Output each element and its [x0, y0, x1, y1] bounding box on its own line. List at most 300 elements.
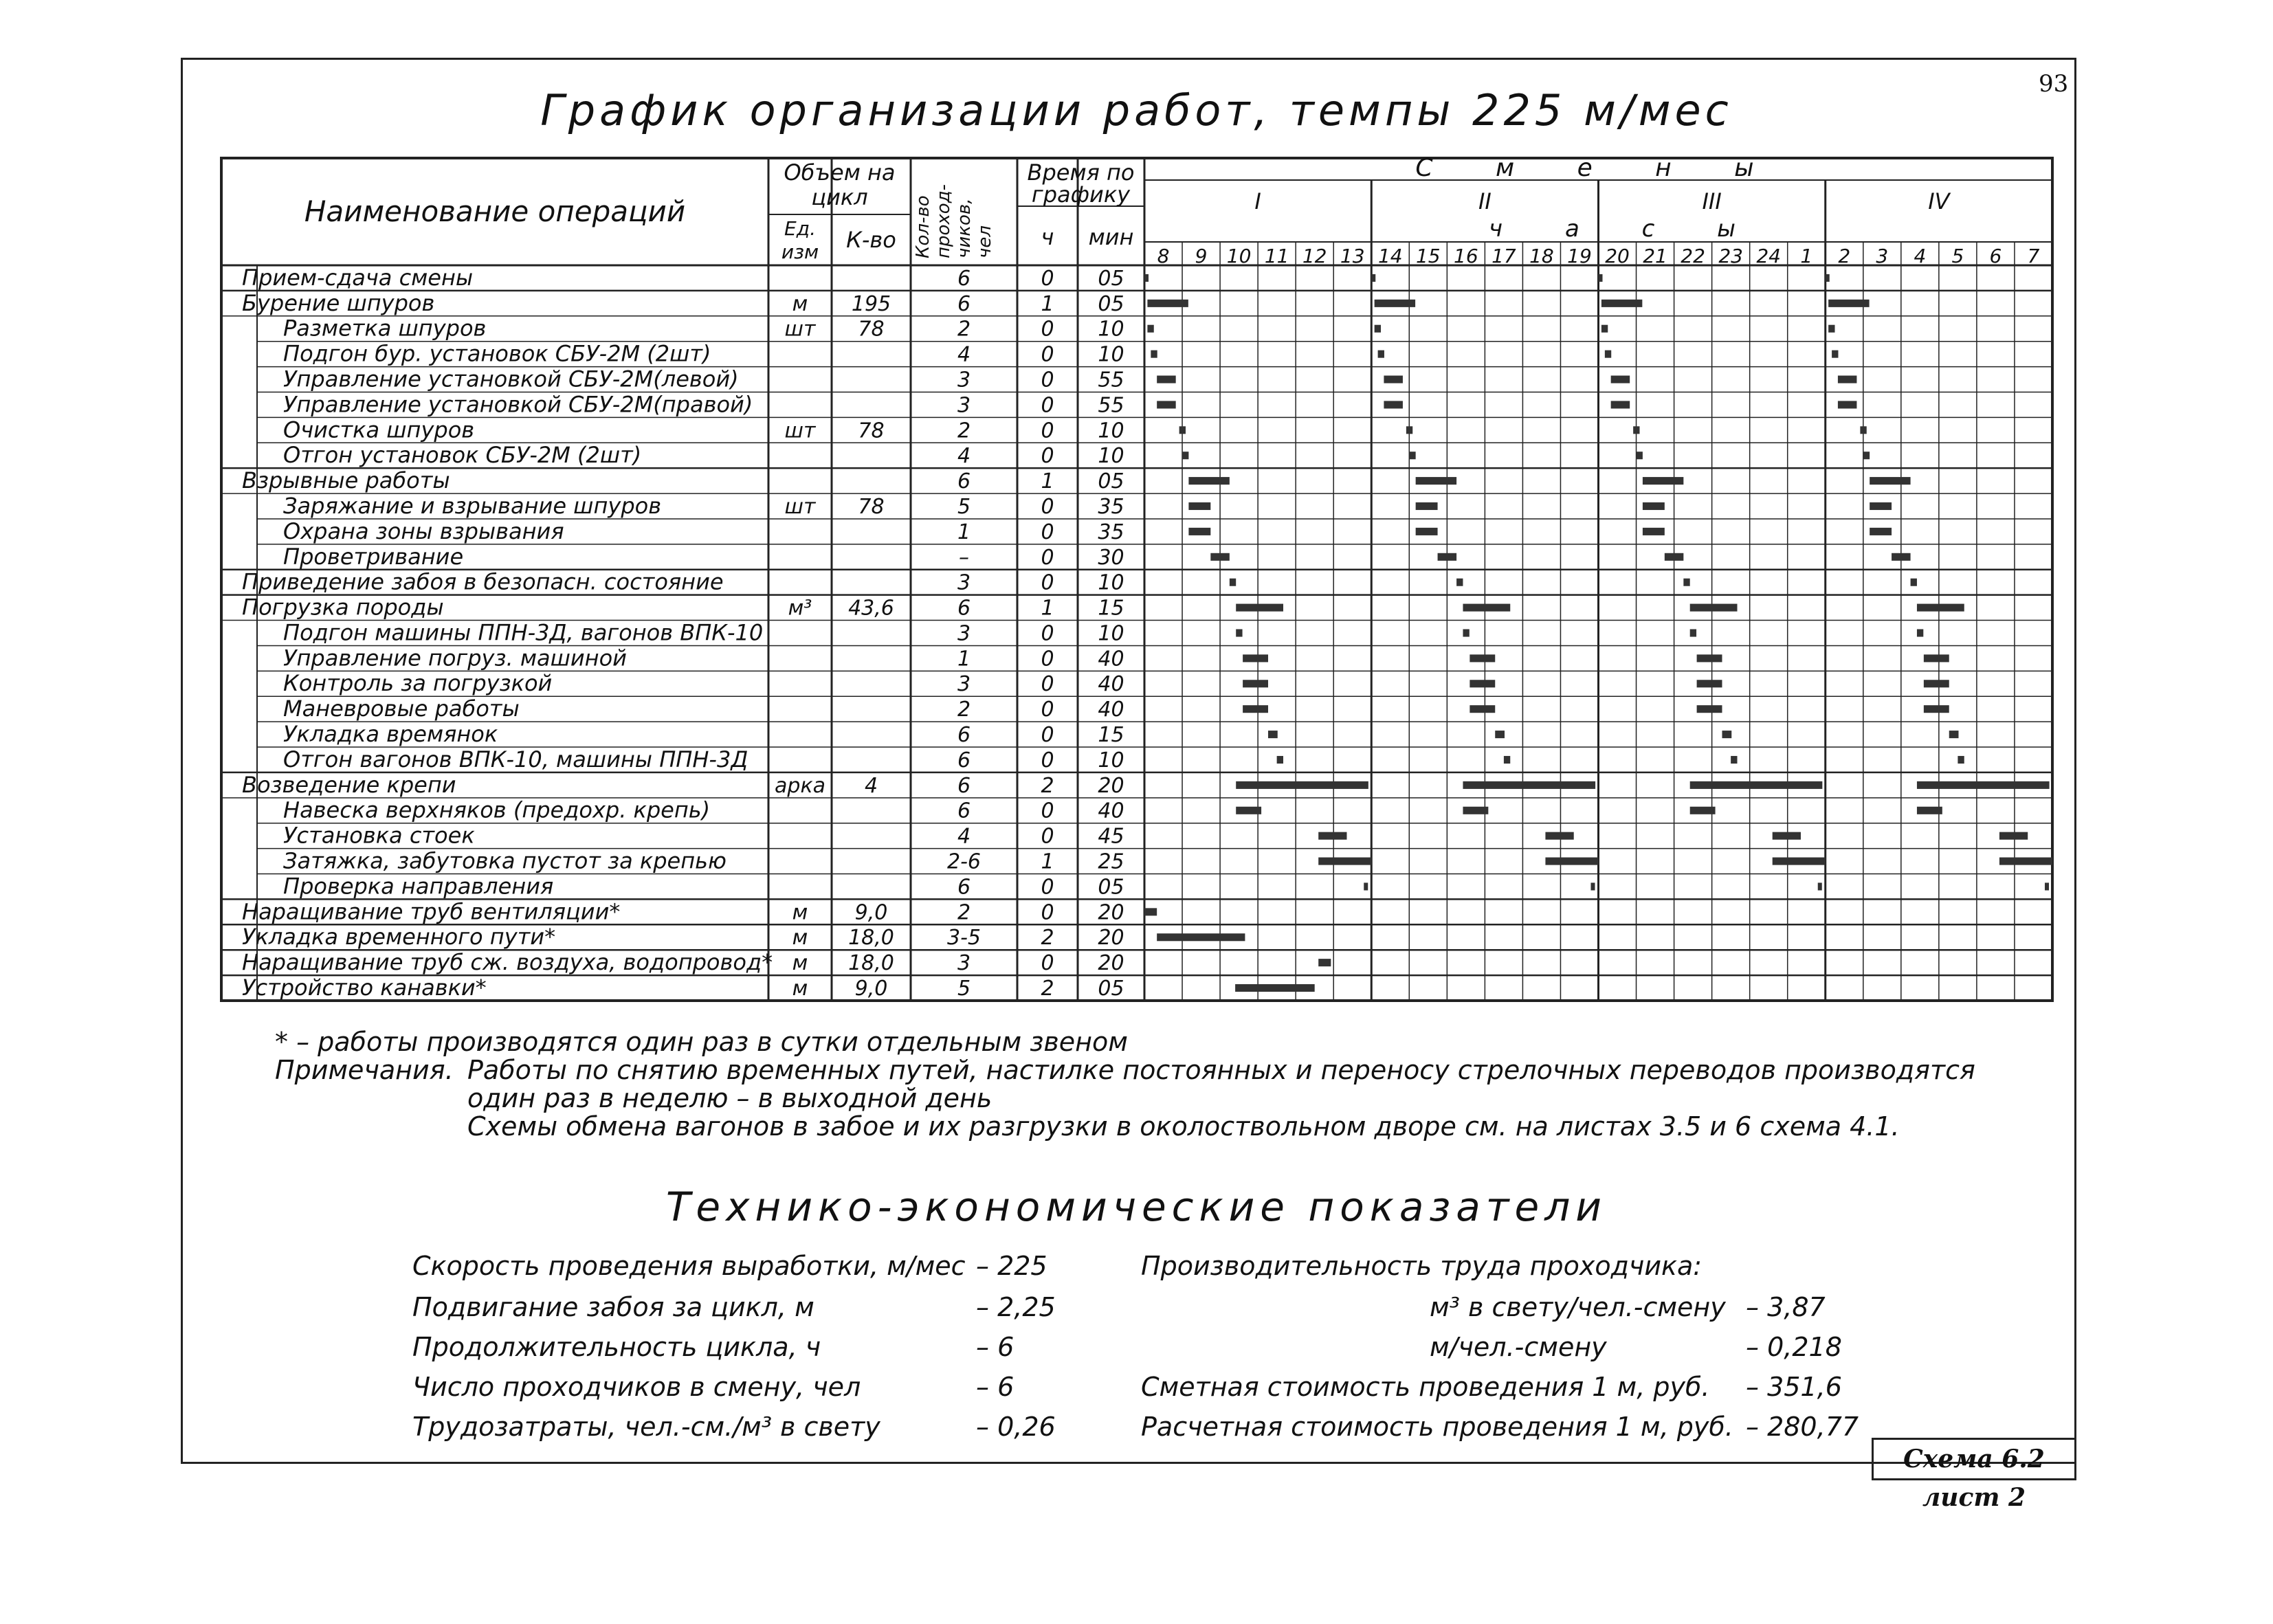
hours-value: 0: [1041, 824, 1054, 849]
hours-value: 0: [1041, 647, 1054, 671]
hour-col-label: 5: [1951, 245, 1964, 267]
unit-value: шт: [784, 419, 816, 443]
gantt-bar: [1384, 401, 1403, 408]
gantt-bar: [1364, 882, 1368, 890]
header-volume: Объем на: [784, 159, 896, 186]
gantt-bar: [1697, 680, 1722, 687]
gantt-bar: [1917, 604, 1964, 612]
operation-name: Бурение шпуров: [242, 289, 435, 316]
gantt-bar: [1949, 731, 1959, 738]
operation-name: Приведение забоя в безопасн. состояние: [242, 568, 724, 595]
hour-col-label: 8: [1157, 245, 1170, 267]
workers-value: 4: [957, 342, 971, 367]
gantt-bar: [1637, 452, 1643, 459]
sub-operation-name: Укладка времянок: [283, 721, 498, 748]
minutes-value: 20: [1098, 773, 1124, 798]
workers-value: 2: [957, 698, 971, 722]
hours-value: 0: [1041, 368, 1054, 392]
operation-name: Прием-сдача смены: [242, 264, 474, 291]
gantt-bar: [1611, 401, 1630, 408]
minutes-value: 40: [1098, 672, 1124, 697]
minutes-value: 10: [1098, 444, 1124, 469]
chart-title: График организации работ, темпы 225 м/мес: [540, 85, 1733, 135]
header-volume: цикл: [811, 184, 868, 210]
unit-value: м: [792, 951, 808, 976]
gantt-bar: [1210, 553, 1230, 561]
unit-value: м³: [788, 596, 812, 621]
hour-col-label: 24: [1756, 245, 1782, 267]
shift-label: II: [1478, 188, 1492, 214]
minutes-value: 35: [1098, 494, 1124, 519]
hours-value: 0: [1041, 951, 1054, 976]
hours-value: 0: [1041, 672, 1054, 697]
sub-operation-name: Отгон вагонов ВПК-10, машины ППН-3Д: [283, 746, 749, 772]
workers-value: 4: [957, 824, 971, 849]
hours-value: 0: [1041, 621, 1054, 646]
gantt-bar: [1495, 731, 1505, 738]
unit-value: м: [792, 291, 808, 316]
hour-col-label: 10: [1226, 245, 1252, 267]
gantt-bar: [1236, 629, 1242, 636]
hour-col-label: 21: [1643, 245, 1667, 267]
operation-name: Погрузка породы: [242, 594, 444, 621]
gantt-bar: [1463, 604, 1510, 612]
workers-value: 6: [957, 266, 971, 291]
header-hours: ч: [1041, 224, 1054, 250]
qty-value: 195: [851, 291, 891, 316]
hours-value: 1: [1041, 291, 1054, 316]
notes-line-2: один раз в неделю – в выходной день: [467, 1083, 993, 1113]
gantt-bar: [1818, 882, 1822, 890]
gantt-bar: [1157, 376, 1176, 383]
gantt-bar: [1371, 274, 1375, 282]
gantt-bar: [1230, 579, 1236, 586]
tep-title: Технико-экономические показатели: [666, 1183, 1607, 1230]
gantt-bar: [1243, 680, 1268, 687]
tep-right-value: – 280,77: [1746, 1412, 1859, 1442]
hour-col-label: 18: [1529, 245, 1554, 267]
workers-value: 6: [957, 596, 971, 621]
tep-right-label: Сметная стоимость проведения 1 м, руб.: [1141, 1372, 1710, 1402]
tep-right-label: м³ в свету/чел.-смену: [1430, 1292, 1726, 1322]
gantt-bar: [1375, 300, 1415, 307]
operation-name: Укладка временного пути*: [242, 924, 556, 950]
minutes-value: 40: [1098, 698, 1124, 722]
sub-operation-name: Управление установкой СБУ-2М(левой): [283, 366, 739, 392]
hours-value: 0: [1041, 494, 1054, 519]
gantt-bar: [1690, 629, 1696, 636]
gantt-bar: [1870, 477, 1910, 485]
hours-value: 0: [1041, 900, 1054, 925]
gantt-bar: [1277, 756, 1283, 764]
gantt-bar: [1690, 781, 1823, 789]
gantt-bar: [1697, 654, 1722, 662]
tep-left-label: Число проходчиков в смену, чел: [412, 1372, 861, 1402]
workers-value: 6: [957, 723, 971, 748]
gantt-bar: [1144, 274, 1149, 282]
minutes-value: 10: [1098, 621, 1124, 646]
tep-right-value: – 0,218: [1746, 1332, 1842, 1362]
sub-operation-name: Проветривание: [283, 543, 464, 570]
minutes-value: 30: [1098, 545, 1124, 570]
hours-value: 0: [1041, 545, 1054, 570]
hours-value: 2: [1041, 773, 1054, 798]
hours-value: 0: [1041, 723, 1054, 748]
gantt-bar: [1504, 756, 1510, 764]
tep-left-value: – 2,25: [976, 1292, 1056, 1322]
header-workers: проход-: [933, 183, 954, 258]
hours-value: 0: [1041, 748, 1054, 772]
minutes-value: 05: [1098, 977, 1124, 1001]
workers-value: 5: [957, 977, 971, 1001]
workers-value: 6: [957, 875, 971, 900]
gantt-bar: [1318, 832, 1346, 840]
minutes-value: 05: [1098, 469, 1124, 494]
workers-value: 3-5: [947, 926, 981, 950]
gantt-bar: [1236, 604, 1283, 612]
tep-left-label: Продолжительность цикла, ч: [412, 1332, 821, 1362]
gantt-bar: [1384, 376, 1403, 383]
gantt-bar: [1773, 858, 1826, 865]
minutes-value: 05: [1098, 291, 1124, 316]
workers-value: 3: [957, 621, 971, 646]
tep-left-value: – 225: [976, 1251, 1047, 1281]
gantt-bar: [1268, 731, 1278, 738]
unit-value: м: [792, 926, 808, 950]
gantt-bar: [1611, 376, 1630, 383]
gantt-bar: [1838, 401, 1857, 408]
minutes-value: 40: [1098, 799, 1124, 823]
gantt-bar: [1643, 528, 1665, 535]
tep-right-label: Расчетная стоимость проведения 1 м, руб.: [1141, 1412, 1733, 1442]
gantt-bar: [1643, 477, 1683, 485]
tep-left-label: Трудозатраты, чел.-см./м³ в свету: [412, 1412, 880, 1442]
gantt-bar: [1470, 654, 1495, 662]
tep-left-label: Подвигание забоя за цикл, м: [412, 1292, 814, 1322]
gantt-bar: [1409, 452, 1415, 459]
gantt-bar-daily: [1235, 984, 1315, 992]
hour-col-label: 11: [1264, 245, 1289, 267]
gantt-bar: [1151, 351, 1157, 358]
gantt-bar: [1722, 731, 1731, 738]
header-unit: изм: [781, 241, 819, 263]
gantt-bar: [1147, 325, 1153, 333]
gantt-bar-daily: [1318, 959, 1331, 966]
gantt-bar: [1463, 807, 1488, 814]
gantt-bar: [1243, 705, 1268, 713]
hours-value: 0: [1041, 698, 1054, 722]
minutes-value: 35: [1098, 520, 1124, 544]
gantt-bar: [1917, 629, 1923, 636]
gantt-bar: [1690, 807, 1716, 814]
gantt-bar: [1999, 858, 2052, 865]
gantt-bar: [1601, 325, 1608, 333]
hour-col-label: 6: [1989, 245, 2002, 267]
gantt-bar: [1438, 553, 1457, 561]
shift-label: III: [1702, 188, 1722, 214]
sub-operation-name: Управление установкой СБУ-2М(правой): [283, 391, 753, 418]
minutes-value: 20: [1098, 951, 1124, 976]
gantt-bar: [1456, 579, 1463, 586]
gantt-bar: [1416, 477, 1456, 485]
sub-operation-name: Навеска верхняков (предохр. крепь): [283, 797, 711, 823]
gantt-bar: [1832, 351, 1838, 358]
sub-operation-name: Подгон машины ППН-3Д, вагонов ВПК-10: [283, 619, 764, 646]
tep-right-value: – 351,6: [1746, 1372, 1842, 1402]
sheet-stamp: Схема 6.2 лист 2: [1872, 1438, 2076, 1480]
gantt-bar: [1599, 274, 1603, 282]
gantt-bar: [1470, 705, 1495, 713]
gantt-bar-daily: [1157, 933, 1245, 941]
hour-col-label: 20: [1605, 245, 1630, 267]
qty-value: 18,0: [848, 951, 894, 976]
notes-line-3: Схемы обмена вагонов в забое и их разгрузки в околоствольном дворе см. на листах 3.5 и 6 схема 4.1.: [467, 1111, 1900, 1142]
workers-value: 2: [957, 900, 971, 925]
sub-operation-name: Охрана зоны взрывания: [283, 518, 564, 544]
notes-line-1: Работы по снятию временных путей, настилке постоянных и переносу стрелочных переводов производятся: [467, 1055, 1975, 1085]
hours-value: 0: [1041, 799, 1054, 823]
workers-value: 6: [957, 799, 971, 823]
sub-operation-name: Заряжание и взрывание шпуров: [283, 492, 662, 519]
hours-value: 2: [1041, 926, 1054, 950]
gantt-bar: [1605, 351, 1611, 358]
gantt-bar: [1188, 502, 1210, 510]
sub-operation-name: Проверка направления: [283, 873, 554, 900]
gantt-bar: [1236, 781, 1368, 789]
hour-col-label: 16: [1454, 245, 1478, 267]
minutes-value: 20: [1098, 926, 1124, 950]
sub-operation-name: Маневровые работы: [283, 696, 520, 722]
minutes-value: 55: [1098, 368, 1124, 392]
gantt-bar: [1999, 832, 2028, 840]
gantt-bar: [1911, 579, 1917, 586]
unit-value: арка: [775, 773, 825, 798]
sub-operation-name: Очистка шпуров: [283, 416, 475, 443]
gantt-bar: [1773, 832, 1801, 840]
minutes-value: 55: [1098, 393, 1124, 418]
minutes-value: 10: [1098, 342, 1124, 367]
gantt-bar: [1157, 401, 1176, 408]
tep-left-value: – 0,26: [976, 1412, 1056, 1442]
minutes-value: 10: [1098, 570, 1124, 595]
gantt-bar: [1860, 426, 1866, 434]
hour-col-label: 12: [1302, 245, 1327, 267]
gantt-bar: [1826, 274, 1830, 282]
tep-left-label: Скорость проведения выработки, м/мес: [412, 1251, 966, 1281]
qty-value: 78: [858, 317, 885, 342]
minutes-value: 15: [1098, 723, 1124, 748]
qty-value: 9,0: [854, 900, 888, 925]
gantt-bar: [1683, 579, 1689, 586]
hours-value: 0: [1041, 266, 1054, 291]
hours-value: 0: [1041, 342, 1054, 367]
header-workers: чел: [975, 225, 995, 258]
gantt-bar: [1924, 680, 1949, 687]
hours-value: 0: [1041, 570, 1054, 595]
hour-col-label: 13: [1340, 245, 1365, 267]
workers-value: 3: [957, 393, 971, 418]
gantt-bar: [1416, 502, 1438, 510]
header-workers: Кол-во: [913, 195, 933, 258]
gantt-bar: [2045, 882, 2049, 890]
workers-value: 4: [957, 444, 971, 469]
gantt-bar: [1924, 705, 1949, 713]
sub-operation-name: Разметка шпуров: [283, 315, 487, 342]
gantt-bar: [1188, 528, 1210, 535]
hour-col-label: 23: [1718, 245, 1743, 267]
notes-label: Примечания.: [275, 1055, 454, 1085]
hours-value: 0: [1041, 393, 1054, 418]
gantt-bar: [1731, 756, 1737, 764]
tep-right-heading: Производительность труда проходчика:: [1141, 1251, 1703, 1281]
operation-name: Наращивание труб сж. воздуха, водопровод*: [242, 949, 773, 976]
qty-value: 9,0: [854, 977, 888, 1001]
hours-value: 0: [1041, 317, 1054, 342]
operation-name: Устройство канавки*: [242, 975, 487, 1001]
gantt-bar: [1917, 781, 2050, 789]
gantt-bar: [1697, 705, 1722, 713]
qty-value: 43,6: [848, 596, 894, 621]
gantt-bar: [1406, 426, 1412, 434]
minutes-value: 40: [1098, 647, 1124, 671]
gantt-bar: [1236, 807, 1261, 814]
hours-value: 2: [1041, 977, 1054, 1001]
workers-value: 2: [957, 419, 971, 443]
workers-value: 1: [957, 520, 971, 544]
qty-value: 78: [858, 419, 885, 443]
workers-value: 3: [957, 951, 971, 976]
hour-col-label: 9: [1195, 245, 1208, 267]
tep-right-value: – 3,87: [1746, 1292, 1826, 1322]
minutes-value: 05: [1098, 266, 1124, 291]
gantt-bar: [1318, 858, 1371, 865]
hour-col-label: 17: [1492, 245, 1516, 267]
gantt-bar: [1545, 832, 1573, 840]
operation-name: Наращивание труб вентиляции*: [242, 898, 621, 925]
gantt-bar: [1416, 528, 1438, 535]
sub-operation-name: Затяжка, забутовка пустот за крепью: [283, 847, 727, 874]
header-hours-label: ч а с ы: [1489, 215, 1763, 243]
gantt-bar: [1892, 553, 1911, 561]
workers-value: 6: [957, 469, 971, 494]
gantt-bar: [1870, 502, 1892, 510]
sub-operation-name: Управление погруз. машиной: [283, 645, 627, 671]
minutes-value: 10: [1098, 748, 1124, 772]
shift-label: IV: [1928, 188, 1950, 214]
gantt-bar: [1838, 376, 1857, 383]
header-qty: К-во: [846, 227, 896, 253]
footnote: * – работы производятся один раз в сутки отдельным звеном: [275, 1027, 1128, 1057]
workers-value: 3: [957, 570, 971, 595]
header-time: графику: [1031, 181, 1131, 208]
unit-value: шт: [784, 494, 816, 519]
hour-col-label: 2: [1838, 245, 1851, 267]
gantt-bar: [1643, 502, 1665, 510]
gantt-bar: [1870, 528, 1892, 535]
workers-value: 3: [957, 368, 971, 392]
workers-value: 6: [957, 773, 971, 798]
hours-value: 1: [1041, 596, 1054, 621]
sub-operation-name: Отгон установок СБУ-2М (2шт): [283, 442, 642, 469]
workers-value: –: [959, 545, 969, 570]
workers-value: 6: [957, 748, 971, 772]
hour-col-label: 4: [1914, 245, 1927, 267]
hours-value: 0: [1041, 520, 1054, 544]
gantt-bar: [1828, 300, 1869, 307]
gantt-bar: [1182, 452, 1188, 459]
hour-col-label: 22: [1681, 245, 1705, 267]
sub-operation-name: Контроль за погрузкой: [283, 670, 553, 697]
gantt-bar: [1590, 882, 1595, 890]
hour-col-label: 1: [1800, 245, 1813, 267]
qty-value: 18,0: [848, 926, 894, 950]
header-minutes: мин: [1088, 224, 1134, 250]
hours-value: 1: [1041, 849, 1054, 874]
hour-col-label: 3: [1876, 245, 1889, 267]
hours-value: 0: [1041, 419, 1054, 443]
header-unit: Ед.: [784, 217, 816, 240]
hour-col-label: 15: [1415, 245, 1441, 267]
tep-left-value: – 6: [976, 1372, 1014, 1402]
header-time: Время по: [1027, 159, 1135, 186]
gantt-bar: [1179, 426, 1186, 434]
minutes-value: 20: [1098, 900, 1124, 925]
unit-value: м: [792, 900, 808, 925]
workers-value: 2-6: [947, 849, 981, 874]
hour-col-label: 14: [1377, 245, 1403, 267]
gantt-bar: [1545, 858, 1598, 865]
gantt-bar: [1665, 553, 1684, 561]
minutes-value: 25: [1098, 849, 1124, 874]
sub-operation-name: Подгон бур. установок СБУ-2М (2шт): [283, 340, 711, 367]
gantt-bar: [1633, 426, 1639, 434]
gantt-bar: [1243, 654, 1268, 662]
page-number: 93: [2039, 70, 2069, 98]
gantt-bar: [1601, 300, 1642, 307]
minutes-value: 10: [1098, 317, 1124, 342]
gantt-bar-daily: [1144, 908, 1157, 915]
hours-value: 0: [1041, 444, 1054, 469]
unit-value: шт: [784, 317, 816, 342]
gantt-bar: [1147, 300, 1188, 307]
gantt-bar: [1863, 452, 1870, 459]
operation-name: Взрывные работы: [242, 467, 450, 494]
gantt-bar: [1958, 756, 1964, 764]
hour-col-label: 19: [1567, 245, 1592, 267]
workers-value: 1: [957, 647, 971, 671]
qty-value: 4: [864, 773, 878, 798]
tep-right-label: м/чел.-смену: [1430, 1332, 1607, 1362]
gantt-bar: [1828, 325, 1834, 333]
hours-value: 1: [1041, 469, 1054, 494]
sub-operation-name: Установка стоек: [283, 822, 475, 849]
gantt-bar: [1463, 781, 1595, 789]
unit-value: м: [792, 977, 808, 1001]
header-operation: Наименование операций: [304, 194, 686, 228]
gantt-bar: [1917, 807, 1942, 814]
qty-value: 78: [858, 494, 885, 519]
hour-col-label: 7: [2027, 245, 2040, 267]
minutes-value: 10: [1098, 419, 1124, 443]
operation-name: Возведение крепи: [242, 771, 456, 798]
gantt-bar: [1188, 477, 1229, 485]
minutes-value: 45: [1098, 824, 1124, 849]
shift-label: I: [1254, 188, 1261, 214]
workers-value: 3: [957, 672, 971, 697]
gantt-bar: [1924, 654, 1949, 662]
gantt-bar: [1378, 351, 1384, 358]
workers-value: 2: [957, 317, 971, 342]
